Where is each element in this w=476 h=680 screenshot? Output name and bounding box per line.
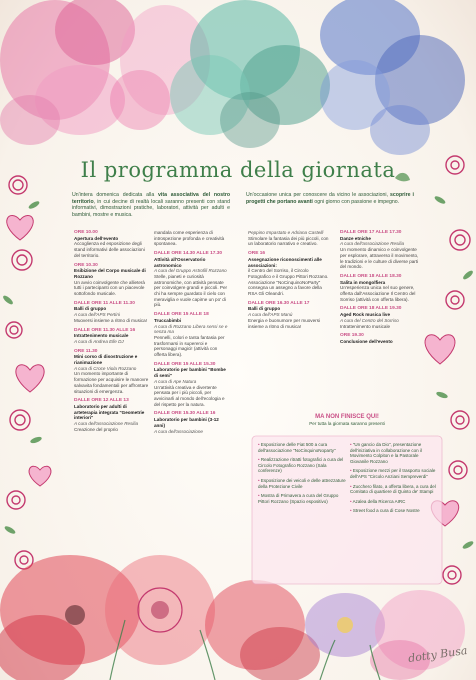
event-time: DALLE ORE 16.30 ALLE 17 <box>248 300 310 306</box>
schedule-event <box>340 333 420 344</box>
extras-item-text: Realizzazione ritratti fotografici a cura del Circolo Fotografico Rozzano (Sala conferenze) <box>258 457 344 474</box>
schedule-column-1 <box>74 230 150 437</box>
event-description: Un momento importante di formazione per acquisire le manovre salvavita fondamentali per affrontare situazioni di emergenza. <box>74 371 149 394</box>
schedule-event <box>154 251 230 308</box>
extras-item <box>350 484 438 495</box>
event-description: mandala come esperienza di introspezione profonda e creatività spontanea. <box>154 230 225 247</box>
intro-left <box>72 192 230 218</box>
event-title: Aged Rock musica live <box>340 312 391 318</box>
event-title: Danze etniche <box>340 235 371 241</box>
extras-item-text: Esposizione delle Fiat 500 a cura dell'associazione "NoCinquinoNoparty" <box>258 442 336 453</box>
event-organizer: A cura del Gruppo Astrofili Rozzano <box>154 268 227 274</box>
extras-heading: MA NON FINISCE QUI! <box>315 414 379 420</box>
event-organizer: A cura dell'APS Pertini <box>74 312 120 318</box>
event-time: ORE 11.30 <box>74 348 98 354</box>
event-title: Esibizione del Corpo musicale di Rozzano <box>74 268 146 279</box>
extras-item-text: Mostra di Primavera a cura del Gruppo Pittori Rozzano (Spazio espositivo) <box>258 493 339 504</box>
extras-subheading: Per tutta la giornata saranno presenti <box>309 421 385 426</box>
schedule-event <box>340 274 420 303</box>
intro-left-text-2: , in cui decine di realtà locali saranno presenti con stand informativi, dimostrazioni pratiche, laboratori, attività per adulti e bambini, mostre e musica. <box>72 198 230 218</box>
event-description: Stimolare la fantasia dei più piccoli, con un laboratorio narrativo e creativo. <box>248 235 329 247</box>
bottom-purple-daisy <box>305 593 385 657</box>
extras-item-text: Street food a cura di Cose Nostre <box>352 508 420 514</box>
event-title: Laboratorio per bambini (3-12 anni) <box>154 417 219 428</box>
extras-header <box>252 414 442 426</box>
schedule-event <box>248 301 332 330</box>
extras-item-text: Zucchero filato, a offerta libera, a cura del Comitato di quartiere di Quinto de' Stampi <box>350 483 436 495</box>
event-organizer: A cura dell'APS Manù <box>248 312 293 318</box>
pink-flower-top-left <box>0 0 135 145</box>
page-title: Il programma della giornata <box>80 158 396 182</box>
event-title: Conclusione dell'evento <box>340 338 393 344</box>
event-description: Muoversi insieme a ritmo di musica! <box>74 317 148 323</box>
bullet-icon: • <box>350 508 353 514</box>
event-organizer: A cura dell'associazione <box>154 428 203 434</box>
event-title: Balli di gruppo <box>74 306 107 312</box>
event-time: DALLE ORE 18 ALLE 18.30 <box>340 273 402 279</box>
event-time: DALLE ORE 15 ALLE 18 <box>154 312 209 318</box>
extras-item <box>258 457 346 474</box>
event-title: Salita in mongolfiera <box>340 279 386 285</box>
schedule-event <box>154 230 230 247</box>
event-description: Creazione del proprio <box>74 426 118 432</box>
event-title: Mini corso di disostruzione e rianimazione <box>74 354 138 366</box>
event-description: Energia e buonumore per muoversi insieme a ritmo di musica! <box>248 317 321 329</box>
event-description: Un avvio coinvolgente che allieterà tutti i partecipanti con un piacevole sottofondo musicale. <box>74 279 145 297</box>
bottom-center-right-poppy <box>205 580 320 680</box>
event-time: DALLE ORE 15 ALLE 15.30 <box>154 361 216 367</box>
intro-right-text-2: ogni giorno con passione e impegno. <box>312 198 400 205</box>
bullet-icon: • <box>350 442 353 447</box>
intro-right <box>246 192 414 205</box>
event-title: Apertura dell'evento <box>74 235 119 241</box>
event-time: DALLE ORE 11 ALLE 11.30 <box>74 300 135 306</box>
intro-left-text-1: Un'intera domenica dedicata alla <box>72 192 159 198</box>
event-description: Un'attività creativa e divertente pensata per i più piccoli, per avvicinarli al mondo dell'ecologia e del rispetto per la natura. <box>154 384 225 407</box>
extras-item <box>350 442 438 464</box>
extras-item <box>258 442 346 453</box>
bullet-icon: • <box>258 457 261 463</box>
event-description: Pennelli, colori e tanta fantasia per trasformarsi in supereroi e personaggi magici! (attività con offerta libera). <box>154 334 225 358</box>
event-time: DALLE ORE 18 ALLE 19.30 <box>340 306 402 312</box>
extras-item <box>350 468 438 479</box>
event-organizer: A cura dell'associazione Resilia <box>340 241 405 247</box>
schedule-event <box>154 312 230 358</box>
event-description: Accoglienza ed esposizione degli stand informativi delle associazioni del territorio. <box>74 241 145 258</box>
extras-item-text: Esposizione dei veicoli e delle attrezzature della Protezione Civile <box>258 477 346 489</box>
event-time: DALLE ORE 17 ALLE 17.30 <box>340 230 402 235</box>
bottom-right-flowers <box>370 590 465 680</box>
schedule-event <box>154 411 230 434</box>
schedule-event <box>154 362 230 408</box>
extras-list-right <box>350 442 438 518</box>
event-organizer: A cura di Andrea Elle DJ <box>74 338 124 344</box>
schedule-column-4 <box>340 230 420 349</box>
schedule-event <box>74 398 150 432</box>
event-time: ORE 16 <box>248 251 266 257</box>
schedule-event <box>74 301 150 324</box>
event-description: Intrattenimento musicale <box>340 323 391 329</box>
intro-right-text-1: Un'occasione unica per conoscere da vicino le associazioni, <box>246 192 391 198</box>
schedule-event <box>74 349 150 395</box>
bullet-icon: • <box>350 498 353 504</box>
extras-item <box>350 499 438 505</box>
bullet-icon: • <box>258 442 261 447</box>
schedule-event <box>74 230 150 259</box>
event-time: DALLE ORE 12 ALLE 13 <box>74 398 129 404</box>
event-title: Laboratorio per bambini "Bombe di semi" <box>154 367 226 379</box>
intro-left-bold: vita associativa del nostro territorio <box>72 192 231 205</box>
event-time: DALLE ORE 15.30 ALLE 16 <box>154 411 216 417</box>
event-organizer: A cura dell'associazione Resilia <box>74 421 139 427</box>
schedule-event <box>340 306 420 329</box>
extras-item <box>350 508 438 514</box>
event-organizer: A cura del Centro del Sorriso <box>340 317 399 323</box>
event-title: Intrattenimento musicale <box>74 333 129 339</box>
schedule-column-3 <box>248 230 332 333</box>
event-title: Attività all'Osservatorio astronomico <box>154 256 206 268</box>
event-time: ORE 19.30 <box>340 333 364 339</box>
event-description: Un momento dinamico e coinvolgente per esplorare, attraverso il movimento, le tradizioni e le culture di diverse parti del mondo. <box>340 247 419 270</box>
event-description: Un'esperienza unica nel suo genere, offerta dall'Associazione Il Centro del Sorriso (attività con offerta libera). <box>340 285 416 302</box>
bullet-icon: • <box>350 468 353 474</box>
event-organizer: Peppino Impastato e Adriana Castelli <box>248 230 324 235</box>
schedule-event <box>248 230 332 247</box>
blue-flower-top-right <box>320 0 465 155</box>
event-title: Assegnazione riconoscimenti alle associazioni: <box>248 256 322 268</box>
event-description: il Centro del Sorriso, il Circolo Fotografico e il Gruppo Pittori Rozzano. Associazione "NoCinquinoNoParty" consegna un assegno a favore della RSA Gli Oleandri. <box>248 268 329 297</box>
bullet-icon: • <box>258 477 261 483</box>
event-time: DALLE ORE 14.30 ALLE 17.30 <box>154 251 223 257</box>
artist-signature: dotty Busa <box>407 643 469 666</box>
event-organizer: A cura di Rozzano Libera sensi se e senza ma <box>154 323 228 335</box>
schedule-event <box>340 230 420 270</box>
event-title: Truccabimbi <box>154 317 182 323</box>
extras-item-text: Azalea della Ricerca AIRC <box>352 498 406 504</box>
extras-item-text: "Un gancio da Dio", presentazione dell'iniziativa in collaborazione con il Movimento Colpiton e la Pastorale Giovanile Rozzano <box>350 442 422 464</box>
bottom-center-poppy <box>105 555 215 665</box>
schedule-column-2 <box>154 230 230 438</box>
extras-list-left <box>258 442 346 508</box>
schedule-event <box>248 251 332 297</box>
extras-item-text: Esposizione mezzi per il trasporto sociale dell'APS "Circolo Anziani Sempreverdi" <box>350 468 436 479</box>
schedule-event <box>74 263 150 297</box>
event-organizer: A cura di Croce Viola Rozzano <box>74 365 137 371</box>
event-organizer: A cura di Ape Natura <box>154 378 197 384</box>
event-time: ORE 10.30 <box>74 262 98 268</box>
event-description: Stelle, pianeti e curiosità astronomiche, con attività pensate per coinvolgere grandi e piccoli. Per chi ha sempre guardato il cielo con meraviglia e vuole capirne un po' di più. <box>154 273 228 308</box>
event-time: ORE 10.00 <box>74 230 98 235</box>
event-title: Balli di gruppo <box>248 306 281 312</box>
event-title: Laboratorio per adulti di arteterapia integrata "Geometrie interiori" <box>74 403 145 421</box>
schedule-event <box>74 328 150 345</box>
extras-item <box>258 478 346 489</box>
bullet-icon: • <box>258 493 261 499</box>
event-time: DALLE ORE 11.30 ALLE 16 <box>74 327 136 333</box>
intro-right-bold: scoprire i progetti che portano avanti <box>246 192 414 205</box>
bullet-icon: • <box>350 483 353 489</box>
extras-item <box>258 493 346 504</box>
